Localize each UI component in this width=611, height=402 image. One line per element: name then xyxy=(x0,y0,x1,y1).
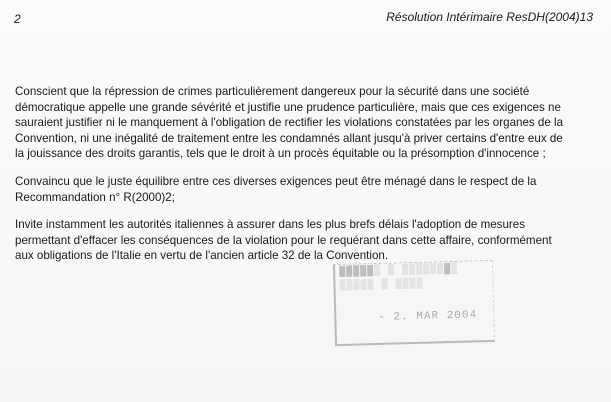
paragraph-invite: Invite instamment les autorités italiennes à assurer dans les plus brefs délais l'adoption de mesures permettant d'effacer les conséquences de la violation pour le requérant dans cette affaire, conformément aux obligations de l'Italie en vertu de l'ancien article 32 de la Convention. xyxy=(15,218,552,263)
paragraph-convaincu: Convaincu que le juste équilibre entre ces diverses exigences peut être ménagé dans le respect de la Recommandation n° R(2000)2; xyxy=(15,174,537,204)
stamp-date: - 2. MAR 2004 xyxy=(378,309,478,324)
paragraph-conscient: Conscient que la répression de crimes particulièrement dangereux pour la sécurité dans une société démocratique appelle une grande sévérité et justifie une prudence particulière, mais que ces exigences ne sauraient justifier ni le manquement à l'obligation de rectifier les violations constatées par les organes de la Convention, ni une inégalité de traitement entre les condamnés allant jusqu'à priver certains d'entre eux de la jouissance des droits garantis, tels que le droit à un procès équitable ou la présomption d'innocence ; xyxy=(15,85,564,161)
stamp-illegible-heading: ▓▓▓▓▓▒ ▒ ▒▒▒▒▒▒▓▒ xyxy=(339,263,459,278)
page-number: 2 xyxy=(14,12,21,26)
stamp-illegible-subline: ▒▒▒▒▒ ▒ ▒▒▒▒ xyxy=(339,278,424,292)
received-stamp xyxy=(333,260,495,346)
resolution-body xyxy=(15,84,600,276)
document-reference: Résolution Intérimaire ResDH(2004)13 xyxy=(386,10,593,24)
